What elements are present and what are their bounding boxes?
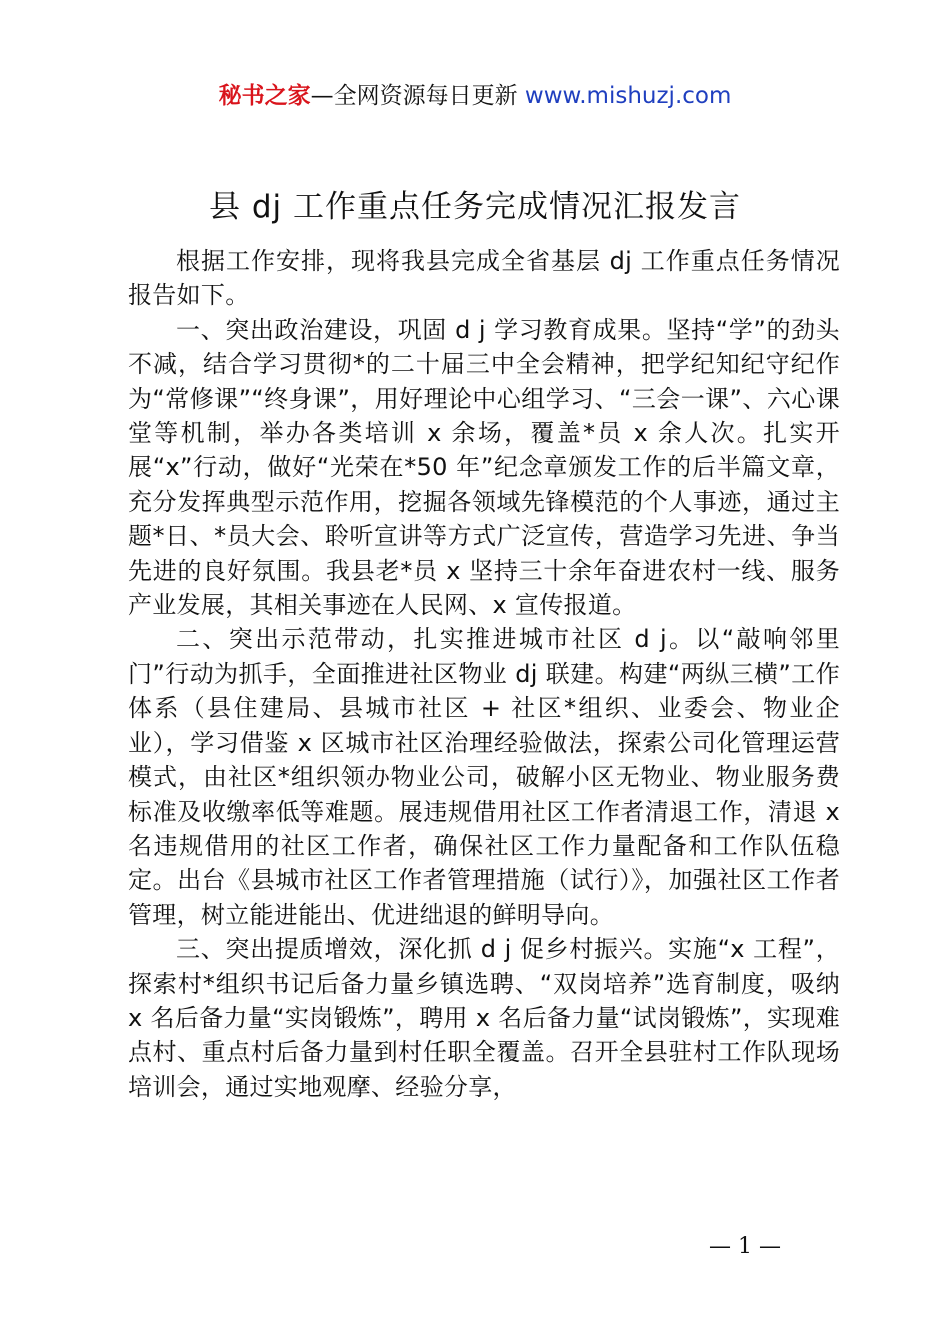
brand-name: 秘书之家 — [218, 83, 311, 109]
page-number: — 1 — — [709, 1234, 781, 1259]
document-body — [128, 244, 840, 1104]
site-url-link[interactable]: www.mishuzj.com — [524, 83, 732, 109]
paragraph-section-1: 一、突出政治建设，巩固 d j 学习教育成果。坚持“学”的劲头不减，结合学习贯彻*的二十届三中全会精神，把学纪知纪守纪作为“常修课”“终身课”，用好理论中心组学习、“三会一课”、六心课堂等机制，举办各类培训 x 余场，覆盖*员 x 余人次。扎实开展“x”行动，做好“光荣在*50 年”纪念章颁发工作的后半篇文章，充分发挥典型示范作用，挖掘各领域先锋模范的个人事迹，通过主题*日、*员大会、聆听宣讲等方式广泛宣传，营造学习先进、争当先进的良好氛围。我县老*员 x 坚持三十余年奋进农村一线、服务产业发展，其相关事迹在人民网、x 宣传报道。 — [128, 315, 840, 620]
document-title: 县 dj 工作重点任务完成情况汇报发言 — [209, 189, 741, 225]
paragraph-intro: 根据工作安排，现将我县完成全省基层 dj 工作重点任务情况报告如下。 — [128, 247, 840, 310]
paragraph-section-2: 二、突出示范带动，扎实推进城市社区 d j。以“敲响邻里门”行动为抓手，全面推进社区物业 dj 联建。构建“两纵三横”工作体系（县住建局、县城市社区 + 社区*组织、业委会、物业企业），学习借鉴 x 区城市社区治理经验做法，探索公司化管理运营模式，由社区*组织领办物业公司，破解小区无物业、物业服务费标准及收缴率低等难题。展违规借用社区工作者清退工作，清退 x 名违规借用的社区工作者，确保社区工作力量配备和工作队伍稳定。出台《县城市社区工作者管理措施（试行）》，加强社区工作者管理，树立能进能出、优进绌退的鲜明导向。 — [128, 625, 840, 929]
site-header — [0, 80, 950, 112]
paragraph-section-3: 三、突出提质增效，深化抓 d j 促乡村振兴。实施“x 工程”，探索村*组织书记后备力量乡镇选聘、“双岗培养”选育制度，吸纳 x 名后备力量“实岗锻炼”，聘用 x 名后备力量“试岗锻炼”，实现难点村、重点村后备力量到村任职全覆盖。召开全县驻村工作队现场培训会，通过实地观摩、经验分享， — [128, 935, 840, 1101]
header-tagline: —全网资源每日更新 — [310, 83, 518, 109]
